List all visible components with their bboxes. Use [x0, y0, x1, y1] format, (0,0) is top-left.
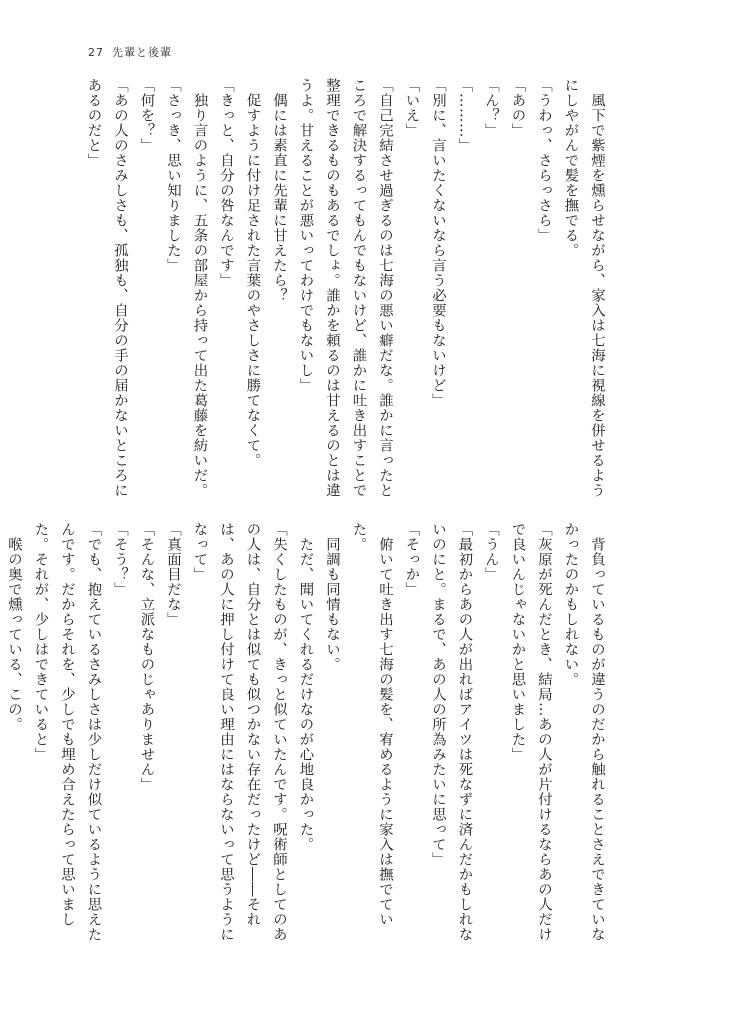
paragraph: ただ、聞いてくれるだけなのが心地良かった。 — [297, 522, 314, 852]
paragraph: 「最初からあの人が出ればアイツは死なずに済んだかもしれないのにと。まるで、あの人の所為みたいに思って」 — [430, 522, 473, 942]
lower-text-block — [0, 522, 610, 952]
paragraph: 「いえ」 — [403, 78, 420, 138]
paragraph: 喉の奥で燻っている、この。 — [6, 522, 22, 732]
paragraph: 「きっと、自分の咎なんです」 — [218, 78, 234, 288]
paragraph: 「灰原が死んだとき、結局…あの人が片付けるならあの人だけで良いんじゃないかと思いました」 — [509, 522, 552, 942]
paragraph: 「そう？」 — [112, 522, 128, 597]
paragraph: 俯いて吐き出す七海の髪を、宥めるように家入は撫でていた。 — [350, 522, 393, 927]
paragraph: 背負っているものが違うのだから触れることさえできていなかったのかもしれない。 — [562, 522, 605, 942]
page-header — [88, 44, 172, 60]
paragraph: 「でも、抱えているさみしさは少しだけ似ているように思えたんです。だからそれを、少しでも埋め合えたらって思いました。それが、少しはできていると」 — [32, 522, 102, 942]
paragraph: 「あの」 — [509, 78, 526, 138]
paragraph: 「真面目だな」 — [165, 522, 181, 627]
paragraph: 「失くしたものが、きっと似ていたんです。呪術師としてのあの人は、自分とは似ても似つかない存在だったけど――それは、あの人に押し付けて良い理由にはならないって思うようになって」 — [191, 522, 287, 942]
page-number: 27 — [88, 46, 104, 59]
paragraph: 独り言のように、五条の部屋から持って出た葛藤を紡いだ。 — [191, 78, 208, 498]
paragraph: 「うわっ、さらっさら」 — [536, 78, 552, 243]
paragraph: 同調も同情もない。 — [324, 522, 340, 672]
paragraph: 「………」 — [456, 78, 473, 153]
running-title: 先輩と後輩 — [112, 46, 172, 59]
paragraph: 偶には素直に先輩に甘えたら？ — [271, 78, 287, 303]
paragraph: 「別に、言いたくないなら言う必要もないけど」 — [430, 78, 446, 408]
paragraph: 「ん？」 — [483, 78, 499, 138]
paragraph: 「そっか」 — [403, 522, 420, 597]
paragraph: 促すように付け足された言葉のやさしさに勝てなくて。 — [244, 78, 261, 468]
upper-text-block — [80, 78, 610, 508]
paragraph: 風下で紫煙を燻らせながら、家入は七海に視線を併せるようにしやがんで髪を撫でる。 — [562, 78, 605, 498]
paragraph — [0, 522, 1, 952]
paragraph: 「自己完結させ過ぎるのは七海の悪い癖だな。誰かに言ったところで解決するってもんでもないけど、誰かに吐き出すことで整理できるものもあるでしょ。誰かを頼るのは甘えるのとは違うよ。甘えることが悪いってわけでもないし」 — [297, 78, 393, 498]
paragraph: 「そんな、立派なものじゃありません」 — [138, 522, 155, 792]
paragraph: 「うん」 — [483, 522, 499, 582]
paragraph: 「あの人のさみしさも、孤独も、自分の手の届かないところにあるのだと」 — [85, 78, 128, 498]
paragraph: 「さっき、思い知りました」 — [165, 78, 181, 273]
paragraph: 「何を？」 — [138, 78, 155, 153]
